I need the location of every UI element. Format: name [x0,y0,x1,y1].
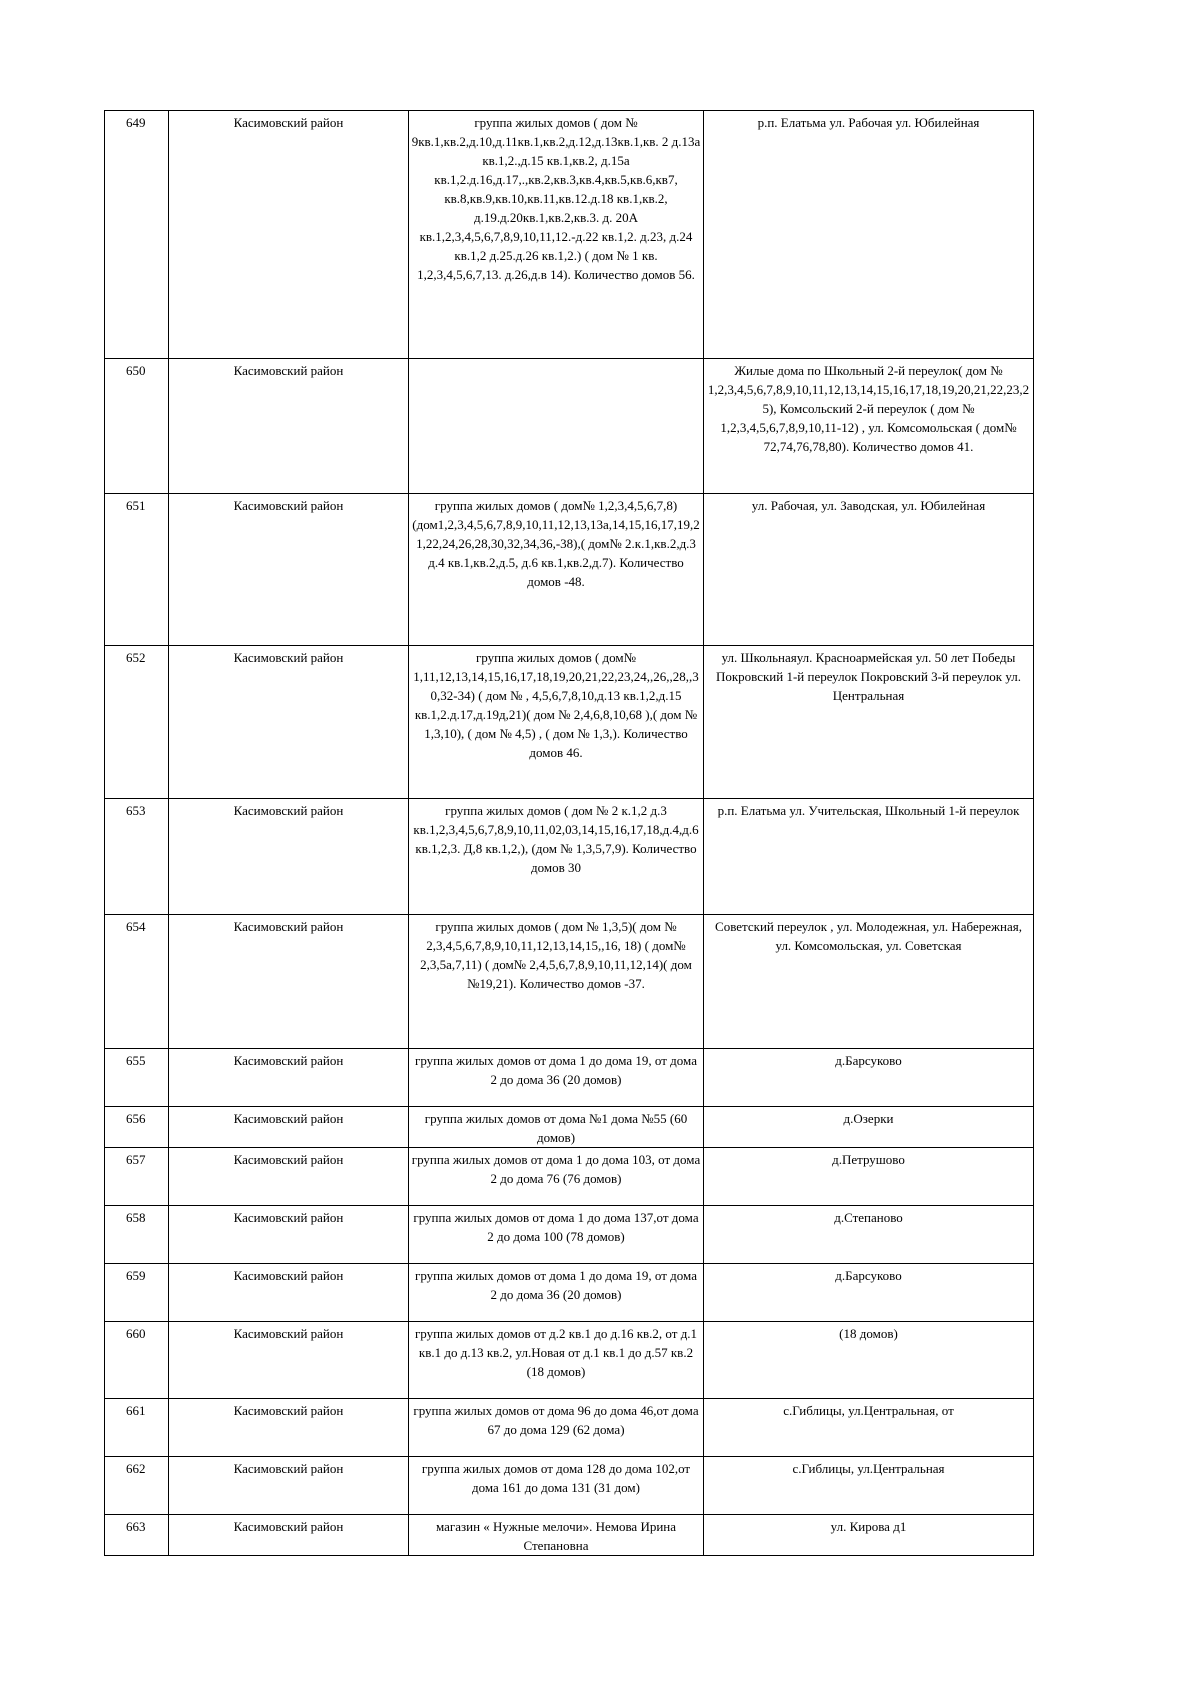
row-number: 653 [105,799,169,915]
row-number: 651 [105,494,169,646]
row-number: 659 [105,1264,169,1322]
housing-table [104,110,1034,1556]
table-row [105,359,1034,494]
row-number: 663 [105,1515,169,1556]
table-row [105,799,1034,915]
table-row [105,1107,1034,1148]
objects-cell: группа жилых домов от д.2 кв.1 до д.16 кв.2, от д.1 кв.1 до д.13 кв.2, ул.Новая от д.1 кв.1 до д.57 кв.2 (18 домов) [409,1322,704,1399]
district-cell: Касимовский район [169,1322,409,1399]
table-row [105,1457,1034,1515]
district-cell: Касимовский район [169,1107,409,1148]
table-row [105,494,1034,646]
table-row [105,1206,1034,1264]
address-cell: Советский переулок , ул. Молодежная, ул. Набережная, ул. Комсомольская, ул. Советская [704,915,1034,1049]
district-cell: Касимовский район [169,1049,409,1107]
address-cell: р.п. Елатьма ул. Рабочая ул. Юбилейная [704,111,1034,359]
district-cell: Касимовский район [169,1264,409,1322]
row-number: 656 [105,1107,169,1148]
objects-cell: группа жилых домов от дома 1 до дома 19, от дома 2 до дома 36 (20 домов) [409,1264,704,1322]
row-number: 655 [105,1049,169,1107]
district-cell: Касимовский район [169,1515,409,1556]
address-cell: д.Барсуково [704,1049,1034,1107]
district-cell: Касимовский район [169,1148,409,1206]
row-number: 657 [105,1148,169,1206]
row-number: 649 [105,111,169,359]
address-cell: д.Степаново [704,1206,1034,1264]
table-row [105,915,1034,1049]
table-row [105,1322,1034,1399]
district-cell: Касимовский район [169,799,409,915]
objects-cell: группа жилых домов ( дом № 2 к.1,2 д.3 кв.1,2,3,4,5,6,7,8,9,10,11,02,03,14,15,16,17,18,д.4,д.6кв.1,2,3. Д,8 кв.1,2,), (дом № 1,3,5,7,9). Количество домов 30 [409,799,704,915]
address-cell: с.Гиблицы, ул.Центральная [704,1457,1034,1515]
address-cell: д.Петрушово [704,1148,1034,1206]
district-cell: Касимовский район [169,1206,409,1264]
district-cell: Касимовский район [169,111,409,359]
address-cell: д.Барсуково [704,1264,1034,1322]
district-cell: Касимовский район [169,1457,409,1515]
address-cell: Жилые дома по Школьный 2-й переулок( дом № 1,2,3,4,5,6,7,8,9,10,11,12,13,14,15,16,17,18,19,20,21,22,23,25), Комсольский 2-й переулок ( дом № 1,2,3,4,5,6,7,8,9,10,11-12) , ул. Комсомольская ( дом№ 72,74,76,78,80). Количество домов 41. [704,359,1034,494]
objects-cell: группа жилых домов от дома 1 до дома 19, от дома 2 до дома 36 (20 домов) [409,1049,704,1107]
objects-cell: группа жилых домов ( дом № 1,3,5)( дом № 2,3,4,5,6,7,8,9,10,11,12,13,14,15,,16, 18) ( дом№ 2,3,5а,7,11) ( дом№ 2,4,5,6,7,8,9,10,11,12,14)( дом №19,21). Количество домов -37. [409,915,704,1049]
address-cell: р.п. Елатьма ул. Учительская, Школьный 1-й переулок [704,799,1034,915]
district-cell: Касимовский район [169,915,409,1049]
objects-cell: группа жилых домов от дома №1 дома №55 (60 домов) [409,1107,704,1148]
table-row [105,1399,1034,1457]
objects-cell [409,359,704,494]
table-row [105,646,1034,799]
row-number: 661 [105,1399,169,1457]
objects-cell: группа жилых домов ( дом№ 1,2,3,4,5,6,7,8) (дом1,2,3,4,5,6,7,8,9,10,11,12,13,13а,14,15,16,17,19,21,22,24,26,28,30,32,34,36,-38),( дом№ 2.к.1,кв.2,д.3 д.4 кв.1,кв.2,д.5, д.6 кв.1,кв.2,д.7). Количество домов -48. [409,494,704,646]
address-cell: ул. Кирова д1 [704,1515,1034,1556]
row-number: 650 [105,359,169,494]
objects-cell: магазин « Нужные мелочи». Немова Ирина Степановна [409,1515,704,1556]
objects-cell: группа жилых домов ( дом№ 1,11,12,13,14,15,16,17,18,19,20,21,22,23,24,,26,,28,,30,32-34) ( дом № , 4,5,6,7,8,10,д.13 кв.1,2,д.15 кв.1,2.д.17,д.19д,21)( дом № 2,4,6,8,10,68 ),( дом № 1,3,10), ( дом № 4,5) , ( дом № 1,3,). Количество домов 46. [409,646,704,799]
objects-cell: группа жилых домов от дома 128 до дома 102,от дома 161 до дома 131 (31 дом) [409,1457,704,1515]
row-number: 658 [105,1206,169,1264]
district-cell: Касимовский район [169,646,409,799]
table-row [105,1264,1034,1322]
address-cell: д.Озерки [704,1107,1034,1148]
row-number: 660 [105,1322,169,1399]
row-number: 662 [105,1457,169,1515]
address-cell: с.Гиблицы, ул.Центральная, от [704,1399,1034,1457]
district-cell: Касимовский район [169,359,409,494]
objects-cell: группа жилых домов ( дом № 9кв.1,кв.2,д.10,д.11кв.1,кв.2,д.12,д.13кв.1,кв. 2 д.13а кв.1,2.,д.15 кв.1,кв.2, д.15а кв.1,2.д.16,д.17,.,кв.2,кв.3,кв.4,кв.5,кв.6,кв7, кв.8,кв.9,кв.10,кв.11,кв.12.д.18 кв.1,кв.2, д.19.д.20кв.1,кв.2,кв.3. д. 20А кв.1,2,3,4,5,6,7,8,9,10,11,12.-д.22 кв.1,2. д.23, д.24 кв.1,2 д.25.д.26 кв.1,2.) ( дом № 1 кв. 1,2,3,4,5,6,7,13. д.26,д.в 14). Количество домов 56. [409,111,704,359]
address-cell: ул. Рабочая, ул. Заводская, ул. Юбилейная [704,494,1034,646]
objects-cell: группа жилых домов от дома 1 до дома 103, от дома 2 до дома 76 (76 домов) [409,1148,704,1206]
table-row [105,1148,1034,1206]
district-cell: Касимовский район [169,1399,409,1457]
table-row [105,1515,1034,1556]
objects-cell: группа жилых домов от дома 1 до дома 137,от дома 2 до дома 100 (78 домов) [409,1206,704,1264]
address-cell: (18 домов) [704,1322,1034,1399]
table-row [105,1049,1034,1107]
objects-cell: группа жилых домов от дома 96 до дома 46,от дома 67 до дома 129 (62 дома) [409,1399,704,1457]
district-cell: Касимовский район [169,494,409,646]
row-number: 652 [105,646,169,799]
table-row [105,111,1034,359]
row-number: 654 [105,915,169,1049]
address-cell: ул. Школьнаяул. Красноармейская ул. 50 лет Победы Покровский 1-й переулок Покровский 3-й переулок ул. Центральная [704,646,1034,799]
